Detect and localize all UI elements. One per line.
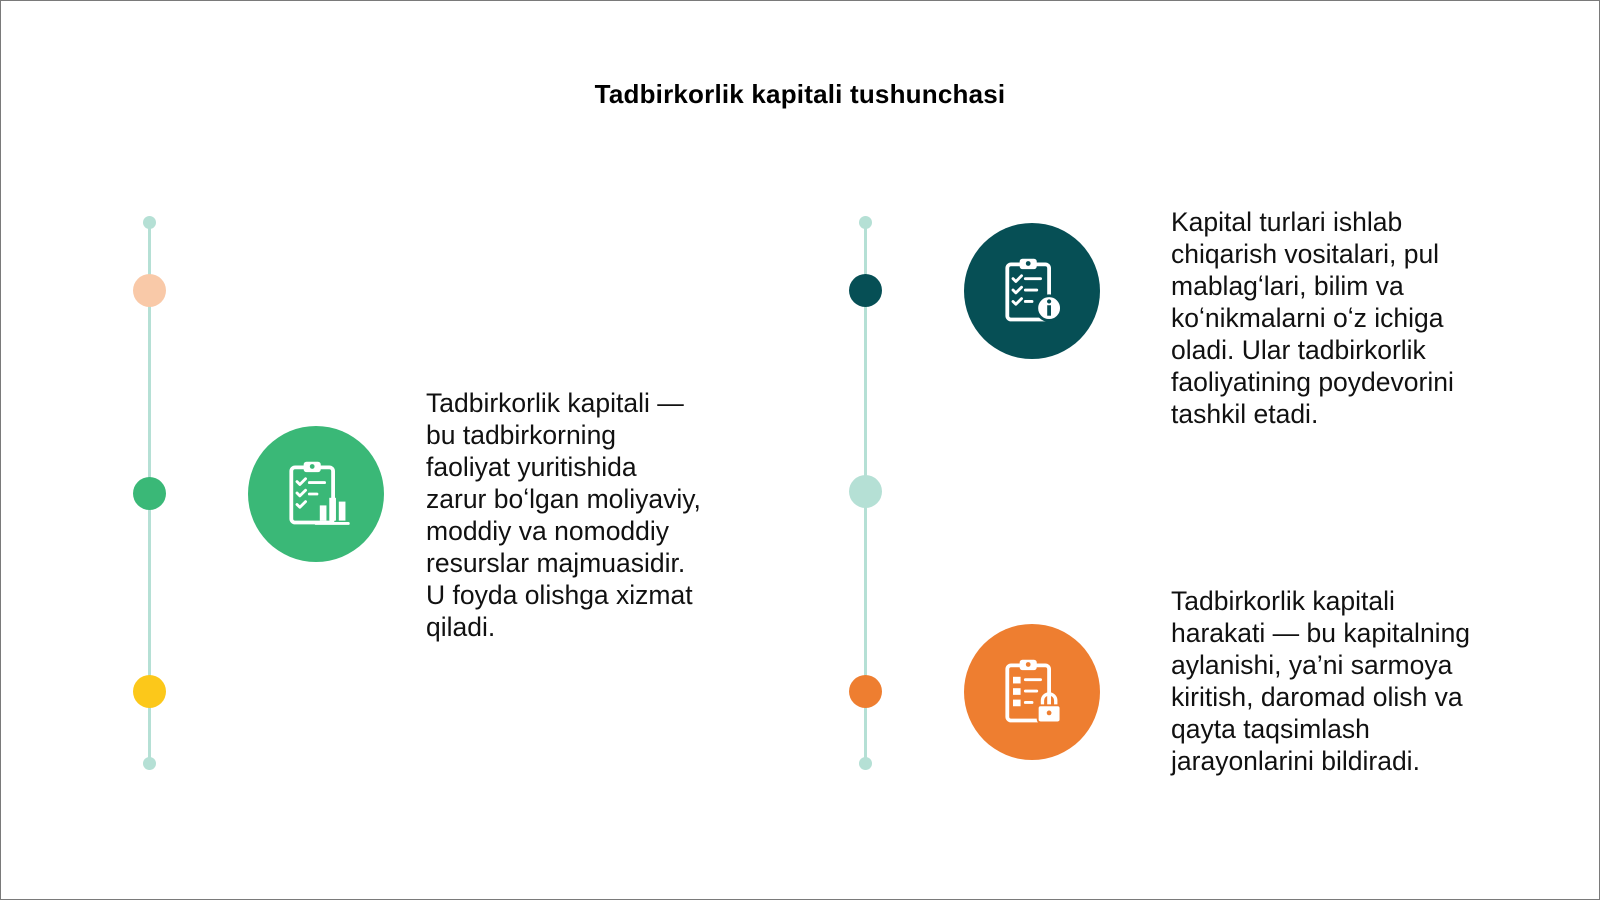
- clipboard-info-icon: [994, 253, 1070, 329]
- movement-text: Tadbirkorlik kapitali harakati — bu kapitalning aylanishi, ya’ni sarmoya kiritish, daromad olish va qayta taqsimlash jarayonlarini bildiradi.: [1171, 586, 1471, 776]
- timeline-node-mint: [849, 475, 882, 508]
- timeline-node-peach: [133, 274, 166, 307]
- timeline-end-dot: [859, 757, 872, 770]
- definition-icon-badge: [248, 426, 384, 562]
- timeline-node-dark-teal: [849, 274, 882, 307]
- timeline-node-green: [133, 477, 166, 510]
- timeline-end-dot: [143, 757, 156, 770]
- timeline-end-dot: [143, 216, 156, 229]
- clipboard-chart-icon: [278, 456, 354, 532]
- types-text: Kapital turlari ishlab chiqarish vositalari, pul mablagʻlari, bilim va koʻnikmalarni oʻz ichiga oladi. Ular tadbirkorlik faoliyatining poydevorini tashkil etadi.: [1171, 207, 1454, 429]
- timeline-node-orange: [849, 675, 882, 708]
- timeline-node-yellow: [133, 675, 166, 708]
- clipboard-lock-icon: [994, 654, 1070, 730]
- types-icon-badge: [964, 223, 1100, 359]
- movement-icon-badge: [964, 624, 1100, 760]
- definition-text: Tadbirkorlik kapitali — bu tadbirkorning faoliyat yuritishida zarur boʻlgan moliyaviy, moddiy va nomoddiy resurslar majmuasidir. U foyda olishga xizmat qiladi.: [426, 388, 701, 642]
- slide-title: Tadbirkorlik kapitali tushunchasi: [594, 79, 1006, 109]
- timeline-end-dot: [859, 216, 872, 229]
